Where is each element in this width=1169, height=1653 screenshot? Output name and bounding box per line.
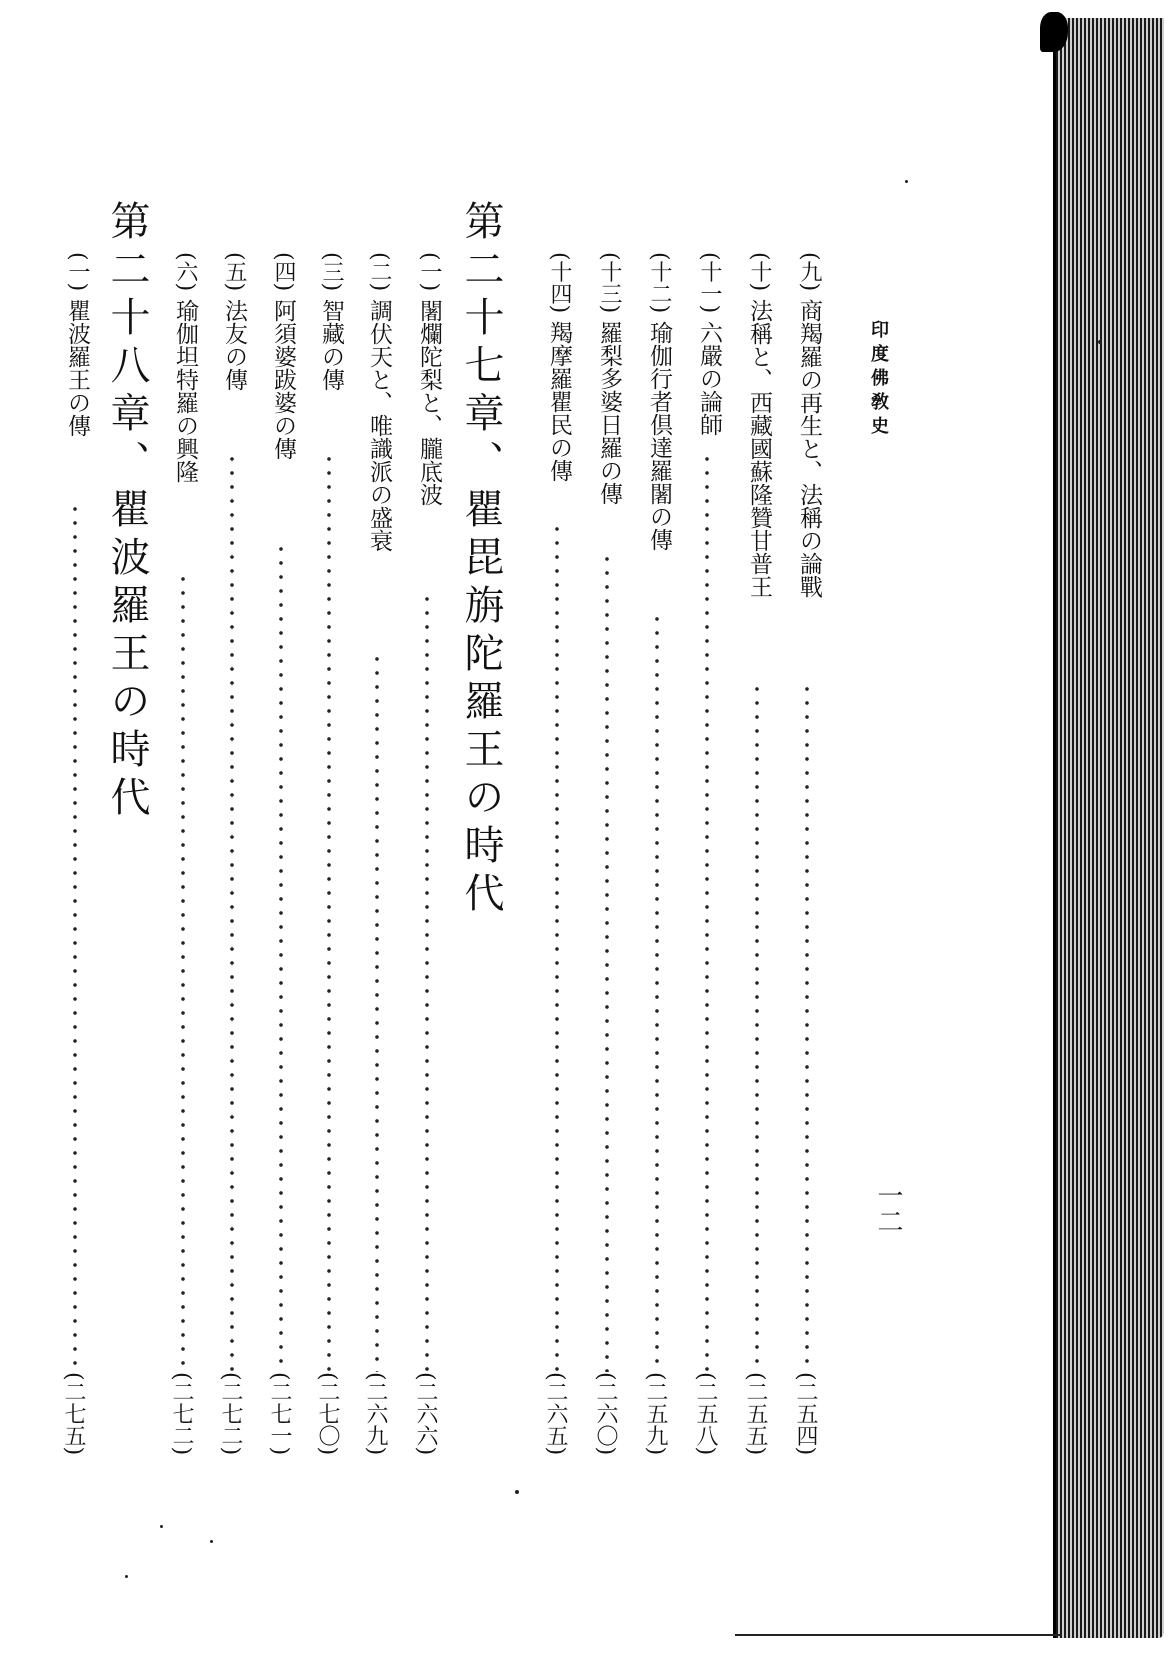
entry-number: (十二) (647, 252, 672, 314)
entry-title: 阿須婆跋婆の傳 (270, 299, 296, 461)
entry-title: 六嚴の論師 (696, 321, 722, 437)
chapter-heading: 第二十八章、瞿波羅王の時代 (104, 200, 150, 824)
entry-page: (二五四) (793, 1372, 818, 1456)
running-head: 印度佛敎史 (868, 320, 889, 440)
book-page-edges (1053, 18, 1164, 1638)
toc-entry (264, 252, 300, 1456)
entry-page: (二七一) (267, 1372, 292, 1456)
dot-leader (278, 542, 284, 1372)
toc-entry (58, 252, 94, 1456)
entry-number: (六) (173, 252, 198, 292)
entry-title: 羯摩羅瞿民の傳 (546, 321, 572, 483)
scan-speck (515, 1490, 519, 1494)
scan-speck (125, 1575, 128, 1578)
dot-leader (326, 452, 332, 1372)
toc-entry (590, 252, 626, 1456)
entry-page: (二五五) (743, 1372, 768, 1456)
dot-leader (754, 682, 760, 1372)
entry-title: 闍爛陀梨と、朧底波 (416, 299, 442, 507)
dot-leader (229, 452, 235, 1372)
scan-speck (210, 1540, 213, 1543)
entry-page: (二六五) (543, 1372, 568, 1456)
entry-title: 法友の傳 (221, 299, 247, 392)
toc-entry (410, 252, 446, 1456)
entry-number: (四) (271, 252, 296, 292)
toc-entry (360, 252, 396, 1456)
book-cover-corner (1040, 12, 1068, 52)
scan-speck (1098, 340, 1102, 344)
scan-speck (905, 180, 908, 183)
bottom-rule (735, 1634, 1060, 1636)
dot-leader (180, 572, 186, 1372)
entry-page: (二七二) (218, 1372, 243, 1456)
entry-title: 調伏天と、唯識派の盛衰 (366, 299, 392, 553)
entry-number: (一) (65, 252, 90, 292)
dot-leader (72, 502, 78, 1372)
entry-title: 法稱と、西藏國蘇隆贊甘普王 (746, 299, 772, 599)
dot-leader (554, 522, 560, 1372)
dot-leader (424, 592, 430, 1372)
entry-title: 商羯羅の再生と、法稱の論戰 (796, 299, 822, 599)
entry-page: (二六〇) (593, 1372, 618, 1456)
scan-speck (160, 1525, 163, 1528)
dot-leader (604, 552, 610, 1372)
toc-entry (166, 252, 202, 1456)
toc-entry (540, 252, 576, 1456)
dot-leader (374, 652, 380, 1372)
entry-number: (十三) (597, 252, 622, 314)
entry-number: (十) (747, 252, 772, 292)
entry-title: 智藏の傳 (318, 299, 344, 392)
entry-page: (二五九) (643, 1372, 668, 1456)
toc-entry (640, 252, 676, 1456)
entry-number: (九) (797, 252, 822, 292)
dot-leader (654, 612, 660, 1372)
entry-title: 瑜伽坦特羅の興隆 (172, 299, 198, 484)
toc-entry (790, 252, 826, 1456)
toc-entry (312, 252, 348, 1456)
entry-title: 瞿波羅王の傳 (64, 299, 90, 438)
dot-leader (704, 452, 710, 1372)
chapter-heading: 第二十七章、瞿毘旃陀羅王の時代 (458, 200, 504, 920)
entry-page: (二六九) (363, 1372, 388, 1456)
entry-page: (二七二) (169, 1372, 194, 1456)
entry-page: (二七五) (61, 1372, 86, 1456)
toc-entry (740, 252, 776, 1456)
entry-number: (一) (417, 252, 442, 292)
entry-number: (二) (367, 252, 392, 292)
entry-number: (十一) (697, 252, 722, 314)
entry-title: 羅梨多婆日羅の傳 (596, 321, 622, 506)
dot-leader (804, 682, 810, 1372)
entry-number: (三) (319, 252, 344, 292)
entry-page: (二五八) (693, 1372, 718, 1456)
toc-entry (215, 252, 251, 1456)
entry-title: 瑜伽行者倶達羅闍の傳 (646, 321, 672, 552)
entry-page: (二六六) (413, 1372, 438, 1456)
page-number: 一二 (873, 1182, 903, 1234)
entry-number: (五) (222, 252, 247, 292)
toc-entry (690, 252, 726, 1456)
entry-page: (二七〇) (315, 1372, 340, 1456)
entry-number: (十四) (547, 252, 572, 314)
